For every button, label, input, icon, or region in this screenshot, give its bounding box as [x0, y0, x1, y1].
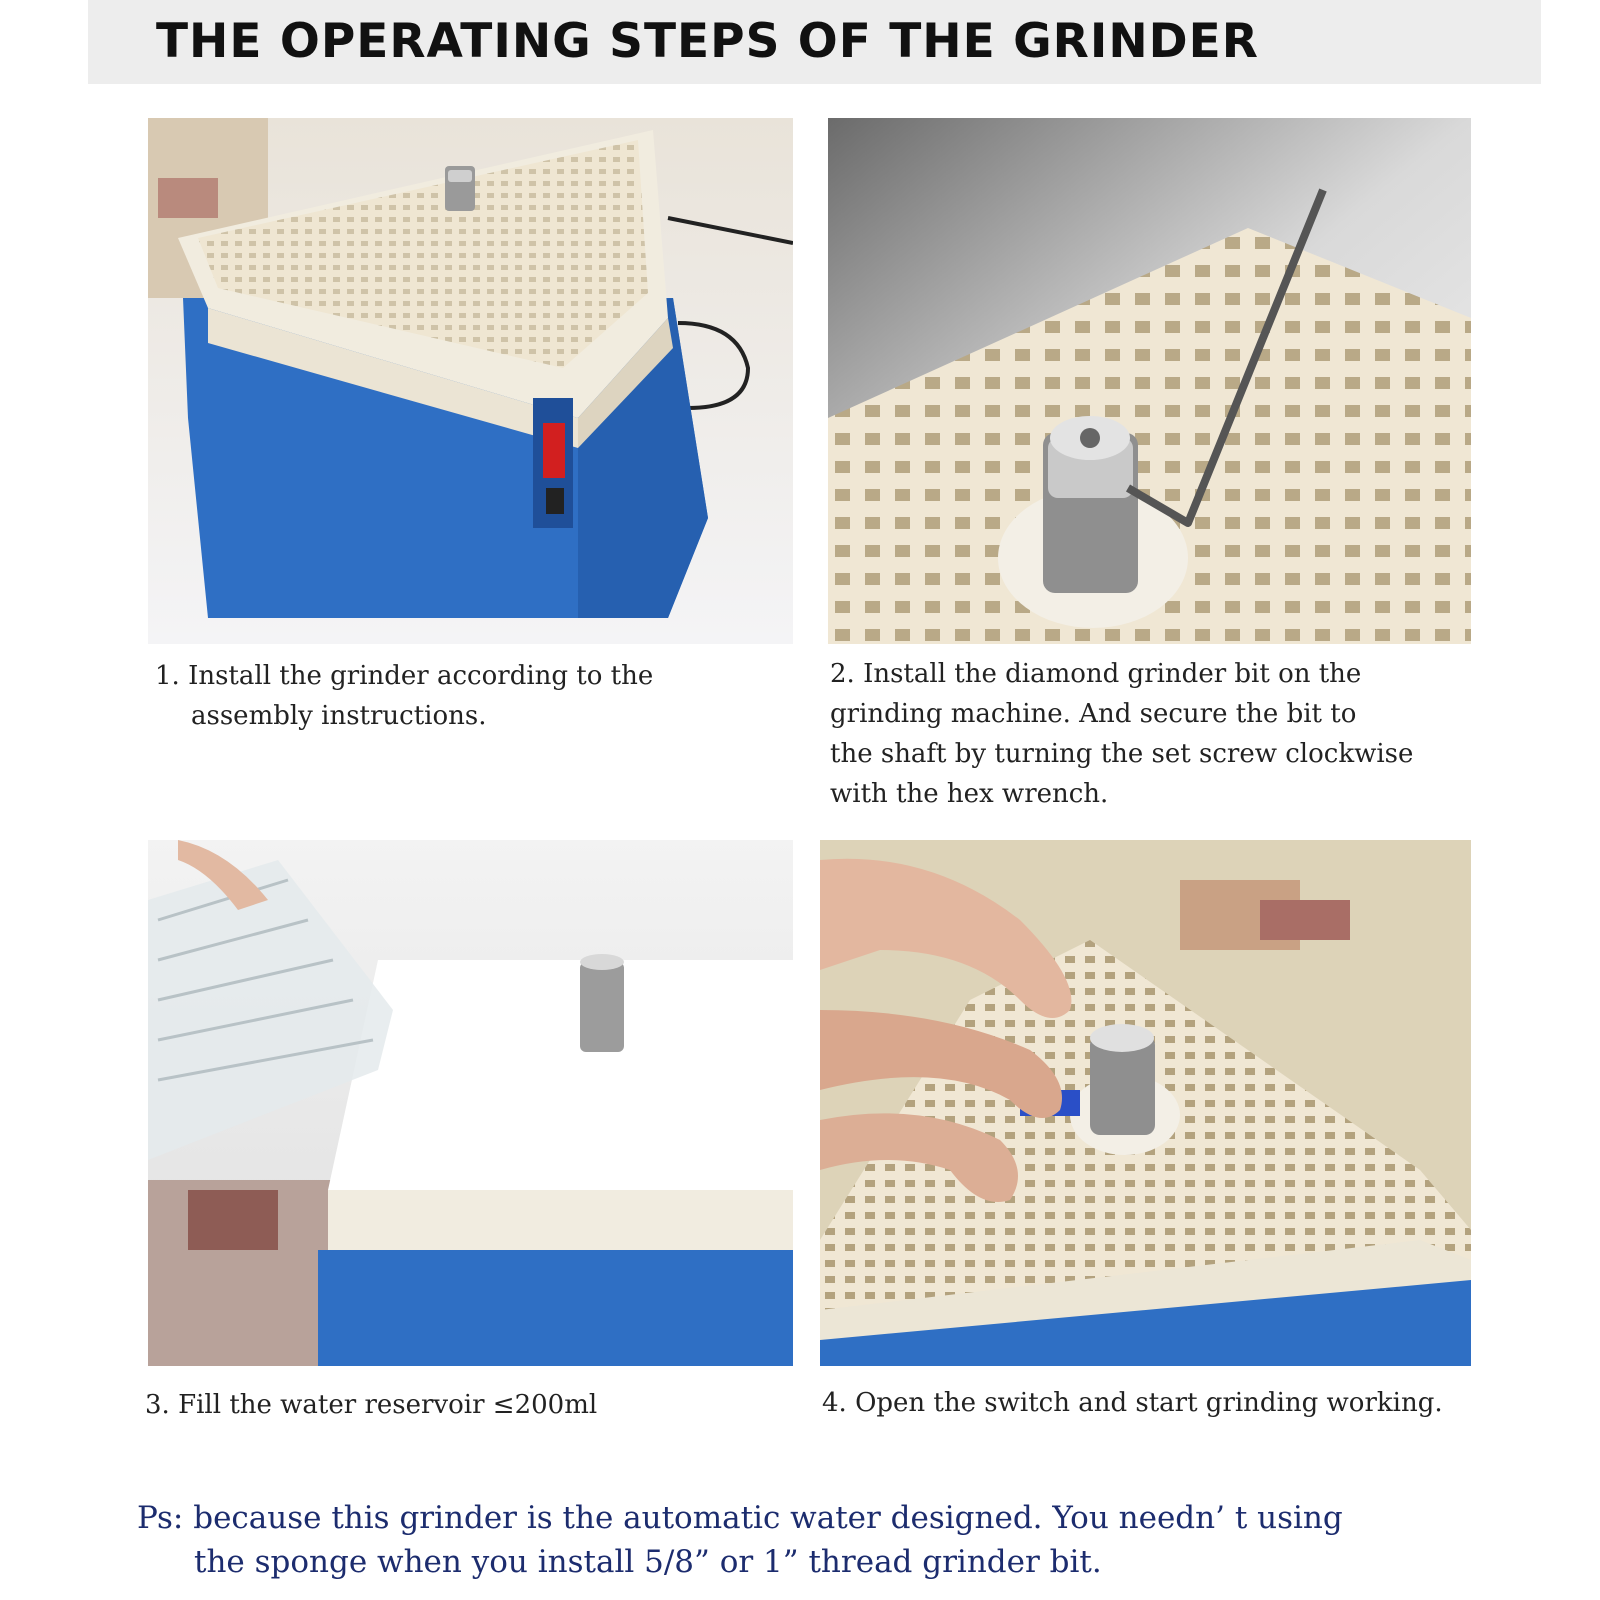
step-2-line-3: the shaft by turning the set screw clockwise	[830, 739, 1414, 769]
step-3-line-1: Fill the water reservoir ≤200ml	[178, 1390, 598, 1420]
step-4-line-1: Open the switch and start grinding working.	[855, 1388, 1443, 1418]
ps-note	[137, 1496, 1343, 1584]
page-title: THE OPERATING STEPS OF THE GRINDER	[156, 14, 1259, 69]
grinding-photo-icon	[820, 840, 1471, 1366]
step-4-number: 4.	[822, 1388, 847, 1418]
step-3-number: 3.	[145, 1390, 170, 1420]
step-1-caption	[155, 656, 653, 736]
water-fill-photo-icon	[148, 840, 793, 1366]
step-2-caption	[830, 654, 1413, 814]
hex-wrench-photo-icon	[828, 118, 1471, 644]
step-2-line-4: with the hex wrench.	[830, 779, 1109, 809]
ps-note-line-2: the sponge when you install 5/8” or 1” thread grinder bit.	[194, 1544, 1102, 1580]
step-2-line-1: Install the diamond grinder bit on the	[863, 659, 1362, 689]
ps-note-line-1: Ps: because this grinder is the automatic water designed. You needn’ t using	[137, 1500, 1343, 1536]
step-2-line-2: grinding machine. And secure the bit to	[830, 699, 1357, 729]
header-banner	[88, 0, 1541, 84]
step-3-caption	[145, 1385, 597, 1425]
step-2-number: 2.	[830, 659, 855, 689]
step-1-line-1: Install the grinder according to the	[188, 661, 654, 691]
step-1-line-2: assembly instructions.	[191, 701, 487, 731]
grinder-photo-icon	[148, 118, 793, 644]
step-4-caption	[822, 1383, 1443, 1423]
step-1-number: 1.	[155, 661, 180, 691]
